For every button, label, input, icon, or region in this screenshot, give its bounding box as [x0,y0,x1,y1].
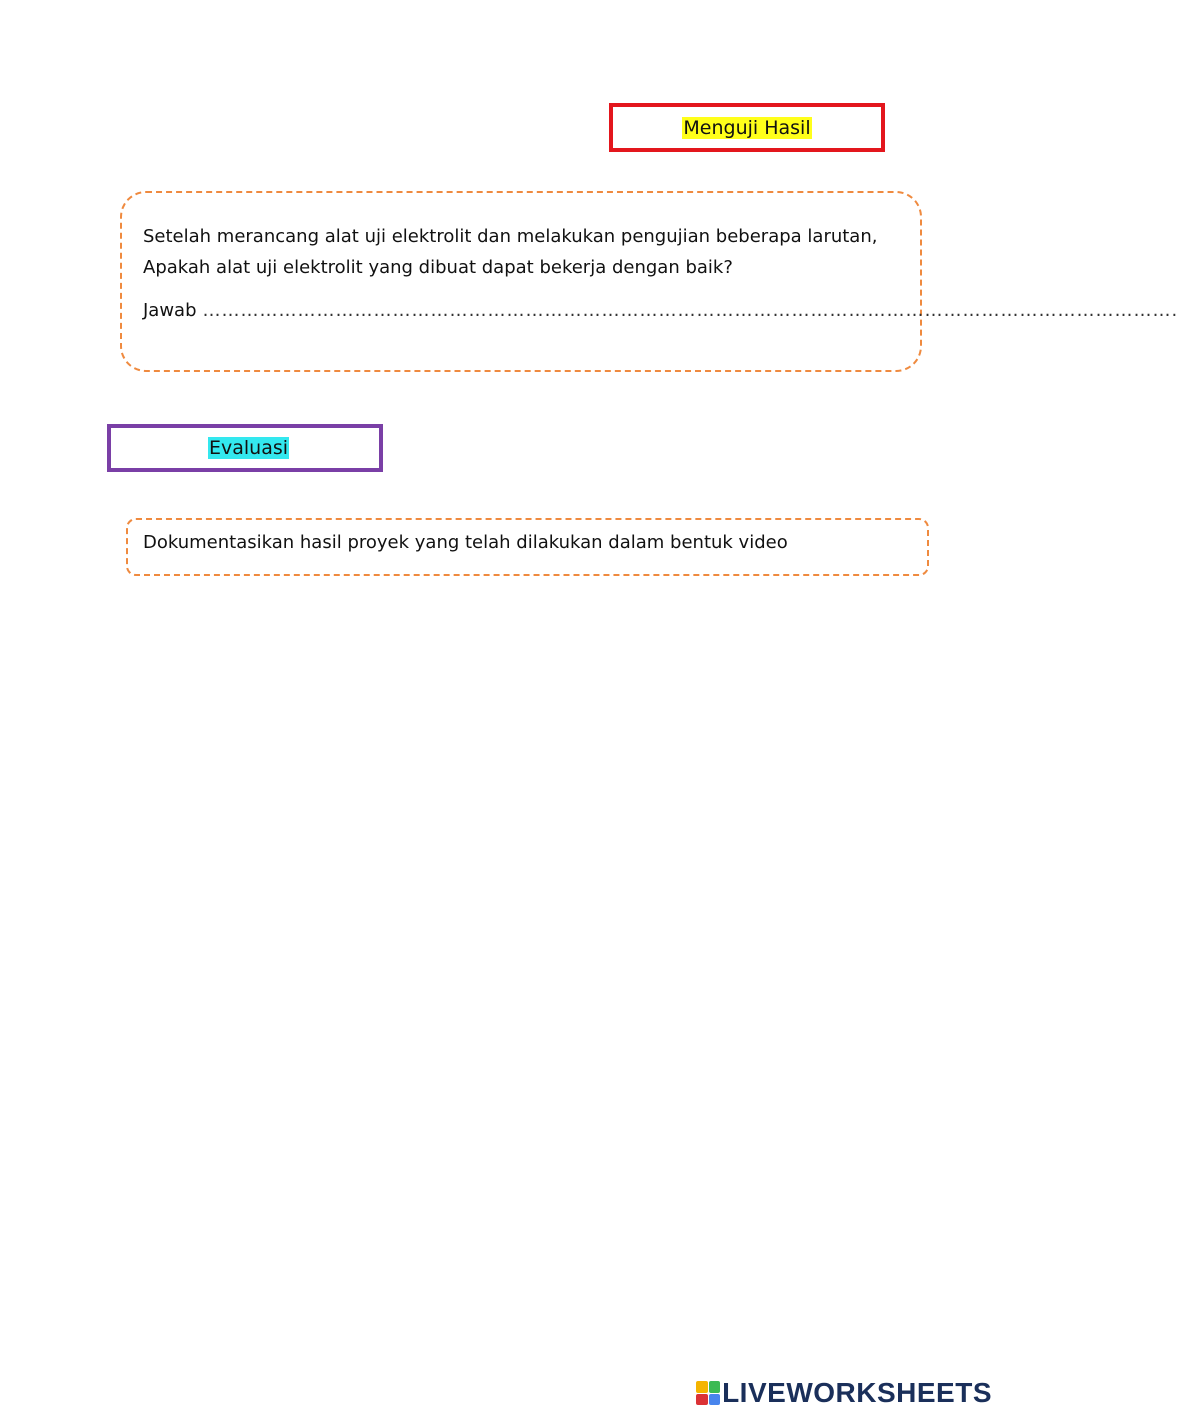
question-box [120,191,922,372]
answer-field[interactable]: ………………………………………………………………………………………………………………………………………. [202,300,1178,321]
liveworksheets-logo [696,1375,992,1411]
logo-text: LIVEWORKSHEETS [722,1377,992,1408]
answer-prefix: Jawab [143,300,197,321]
liveworksheets-logo-icon [696,1381,720,1405]
evaluasi-title: Evaluasi [209,437,289,459]
question-line-2: Apakah alat uji elektrolit yang dibuat dapat bekerja dengan baik? [143,257,733,278]
answer-line[interactable] [143,300,1178,321]
section-label-menguji-hasil [609,103,885,152]
evaluation-task-text: Dokumentasikan hasil proyek yang telah dilakukan dalam bentuk video [143,532,788,553]
menguji-hasil-title: Menguji Hasil [683,116,811,139]
section-label-evaluasi [107,424,383,472]
question-line-1: Setelah merancang alat uji elektrolit dan melakukan pengujian beberapa larutan, [143,226,878,247]
